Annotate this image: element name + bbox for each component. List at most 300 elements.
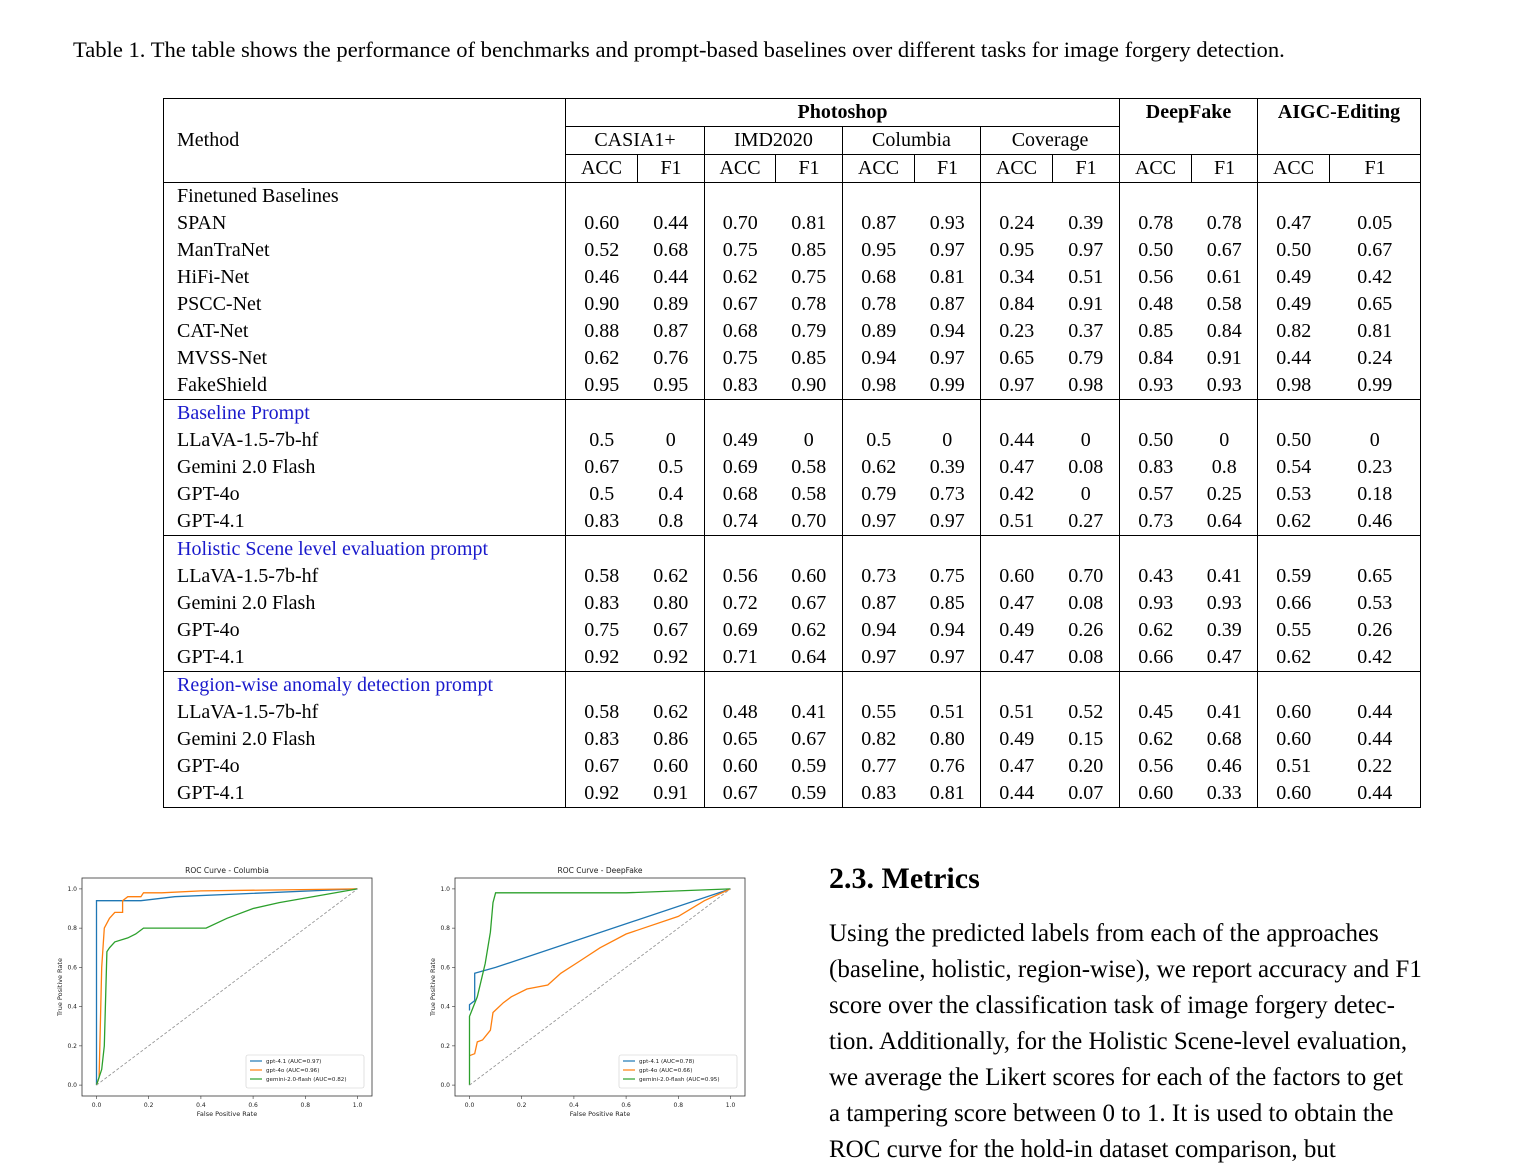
value-cell: 0.89 bbox=[861, 320, 897, 342]
value-cell: 0.87 bbox=[861, 592, 897, 614]
group-deepfake: DeepFake bbox=[1120, 99, 1258, 127]
value-cell: 0.94 bbox=[915, 617, 981, 644]
table-row bbox=[164, 372, 1421, 400]
section-title: Baseline Prompt bbox=[164, 400, 566, 428]
value-cell: 0.84 bbox=[1138, 347, 1174, 369]
value-cell: 0.92 bbox=[638, 644, 705, 672]
value-cell: 0.88 bbox=[584, 320, 620, 342]
value-cell: 0.97 bbox=[999, 374, 1035, 396]
value-cell: 0.41 bbox=[1192, 563, 1258, 590]
table-row bbox=[164, 644, 1421, 672]
value-cell: 0.62 bbox=[861, 456, 897, 478]
y-tick-label: 0.8 bbox=[67, 925, 77, 933]
value-cell: 0.99 bbox=[1357, 374, 1393, 396]
y-tick-label: 0.2 bbox=[440, 1042, 450, 1050]
x-axis-label: False Positive Rate bbox=[196, 1110, 258, 1118]
value-cell: 0.77 bbox=[861, 755, 897, 777]
table-row bbox=[164, 291, 1421, 318]
value-cell: 0.84 bbox=[1192, 318, 1258, 345]
value-cell: 0.69 bbox=[722, 456, 758, 478]
value-cell: 0.92 bbox=[584, 646, 620, 668]
value-cell: 0 bbox=[1192, 427, 1258, 454]
value-cell: 0.98 bbox=[1053, 372, 1120, 400]
paragraph-line: (baseline, holistic, region-wise), we report accuracy and F1 bbox=[829, 956, 1422, 983]
value-cell: 0.48 bbox=[722, 701, 758, 723]
value-cell: 0.44 bbox=[1357, 782, 1393, 804]
value-cell: 0.51 bbox=[999, 510, 1035, 532]
method-cell: GPT-4.1 bbox=[164, 644, 566, 672]
y-tick-label: 0.8 bbox=[440, 925, 450, 933]
value-cell: 0.94 bbox=[915, 318, 981, 345]
section-heading: 2.3. Metrics bbox=[829, 862, 980, 895]
paragraph-line: tion. Additionally, for the Holistic Scene-level evaluation, bbox=[829, 1028, 1408, 1055]
value-cell: 0.93 bbox=[1138, 374, 1174, 396]
table-row bbox=[164, 454, 1421, 481]
value-cell: 0.42 bbox=[1357, 266, 1393, 288]
value-cell: 0.44 bbox=[638, 210, 705, 237]
table-row bbox=[164, 210, 1421, 237]
value-cell: 0.5 bbox=[589, 429, 615, 451]
chart-title: ROC Curve - Columbia bbox=[185, 866, 269, 875]
value-cell: 0.53 bbox=[1276, 483, 1312, 505]
value-cell: 0.65 bbox=[1357, 293, 1393, 315]
value-cell: 0.53 bbox=[1357, 592, 1393, 614]
table-row bbox=[164, 590, 1421, 617]
value-cell: 0.87 bbox=[861, 212, 897, 234]
value-cell: 0.68 bbox=[861, 266, 897, 288]
value-cell: 0.73 bbox=[915, 481, 981, 508]
value-cell: 0.41 bbox=[776, 699, 843, 726]
roc-series-line bbox=[470, 889, 731, 1056]
value-cell: 0.60 bbox=[1276, 701, 1312, 723]
value-cell: 0.81 bbox=[776, 210, 843, 237]
y-tick-label: 0.0 bbox=[440, 1082, 450, 1090]
metric-header: F1 bbox=[1330, 155, 1421, 183]
value-cell: 0.42 bbox=[999, 483, 1035, 505]
value-cell: 0.62 bbox=[1138, 619, 1174, 641]
value-cell: 0.62 bbox=[1276, 510, 1312, 532]
value-cell: 0.66 bbox=[1276, 592, 1312, 614]
value-cell: 0.83 bbox=[1138, 456, 1174, 478]
table-row bbox=[164, 318, 1421, 345]
value-cell: 0.95 bbox=[861, 239, 897, 261]
value-cell: 0.64 bbox=[1192, 508, 1258, 536]
value-cell: 0.76 bbox=[915, 753, 981, 780]
value-cell: 0.79 bbox=[861, 483, 897, 505]
value-cell: 0.07 bbox=[1053, 780, 1120, 808]
table-row bbox=[164, 617, 1421, 644]
value-cell: 0.52 bbox=[1053, 699, 1120, 726]
dataset-casia: CASIA1+ bbox=[566, 127, 705, 155]
value-cell: 0.60 bbox=[722, 755, 758, 777]
value-cell: 0.93 bbox=[915, 210, 981, 237]
value-cell: 0.50 bbox=[1138, 239, 1174, 261]
x-tick-label: 0.6 bbox=[248, 1102, 258, 1109]
value-cell: 0.68 bbox=[638, 237, 705, 264]
value-cell: 0.44 bbox=[999, 429, 1035, 451]
x-tick-label: 0.0 bbox=[464, 1102, 475, 1109]
table-caption: Table 1. The table shows the performance of benchmarks and prompt-based baselines over different tasks for image forgery detection. bbox=[73, 37, 1285, 62]
value-cell: 0.91 bbox=[1192, 345, 1258, 372]
value-cell: 0.58 bbox=[1192, 291, 1258, 318]
value-cell: 0.90 bbox=[776, 372, 843, 400]
y-axis-label: True Positive Rate bbox=[429, 958, 437, 1016]
value-cell: 0.74 bbox=[722, 510, 758, 532]
value-cell: 0.73 bbox=[1138, 510, 1174, 532]
value-cell: 0.80 bbox=[915, 726, 981, 753]
value-cell: 0.62 bbox=[1138, 728, 1174, 750]
value-cell: 0.20 bbox=[1053, 753, 1120, 780]
table-row bbox=[164, 508, 1421, 536]
value-cell: 0.73 bbox=[861, 565, 897, 587]
value-cell: 0.70 bbox=[776, 508, 843, 536]
value-cell: 0.67 bbox=[584, 755, 620, 777]
legend-label: gpt-4.1 (AUC=0.97) bbox=[266, 1059, 322, 1065]
value-cell: 0 bbox=[638, 427, 705, 454]
x-tick-label: 0.2 bbox=[143, 1102, 154, 1109]
metric-header: F1 bbox=[1053, 155, 1120, 183]
value-cell: 0.50 bbox=[1276, 429, 1312, 451]
value-cell: 0.62 bbox=[1276, 646, 1312, 668]
value-cell: 0.90 bbox=[584, 293, 620, 315]
value-cell: 0.08 bbox=[1053, 454, 1120, 481]
value-cell: 0.34 bbox=[999, 266, 1035, 288]
value-cell: 0.75 bbox=[722, 239, 758, 261]
legend-label: gpt-4o (AUC=0.96) bbox=[266, 1068, 320, 1074]
value-cell: 0.66 bbox=[1138, 646, 1174, 668]
method-cell: GPT-4o bbox=[164, 481, 566, 508]
paragraph-line: a tampering score between 0 to 1. It is used to obtain the bbox=[829, 1100, 1394, 1127]
value-cell: 0.49 bbox=[999, 728, 1035, 750]
value-cell: 0.67 bbox=[1357, 239, 1393, 261]
metric-header: ACC bbox=[1258, 155, 1330, 183]
metric-header: F1 bbox=[1192, 155, 1258, 183]
value-cell: 0.60 bbox=[1276, 782, 1312, 804]
section-title: Holistic Scene level evaluation prompt bbox=[164, 536, 566, 564]
value-cell: 0.55 bbox=[861, 701, 897, 723]
legend-label: gpt-4o (AUC=0.66) bbox=[639, 1068, 693, 1074]
value-cell: 0.75 bbox=[915, 563, 981, 590]
table-row bbox=[164, 345, 1421, 372]
y-tick-label: 1.0 bbox=[67, 885, 77, 893]
method-cell: GPT-4o bbox=[164, 753, 566, 780]
value-cell: 0.93 bbox=[1138, 592, 1174, 614]
x-tick-label: 0.4 bbox=[196, 1102, 206, 1109]
metric-header: F1 bbox=[776, 155, 843, 183]
value-cell: 0.78 bbox=[1192, 210, 1258, 237]
y-axis-label: True Positive Rate bbox=[56, 958, 64, 1016]
value-cell: 0.49 bbox=[1276, 266, 1312, 288]
y-tick-label: 0.0 bbox=[67, 1082, 77, 1090]
method-cell: ManTraNet bbox=[164, 237, 566, 264]
x-tick-label: 1.0 bbox=[725, 1102, 736, 1109]
x-axis-label: False Positive Rate bbox=[569, 1110, 631, 1118]
method-header: Method bbox=[164, 99, 566, 183]
method-cell: Gemini 2.0 Flash bbox=[164, 454, 566, 481]
value-cell: 0.61 bbox=[1192, 264, 1258, 291]
value-cell: 0.78 bbox=[776, 291, 843, 318]
table-row bbox=[164, 753, 1421, 780]
y-tick-label: 0.6 bbox=[67, 964, 77, 972]
value-cell: 0.8 bbox=[638, 508, 705, 536]
value-cell: 0.44 bbox=[638, 264, 705, 291]
value-cell: 0.44 bbox=[1357, 701, 1393, 723]
section-paragraph bbox=[829, 916, 1521, 1168]
value-cell: 0.55 bbox=[1276, 619, 1312, 641]
value-cell: 0.15 bbox=[1053, 726, 1120, 753]
value-cell: 0.71 bbox=[722, 646, 758, 668]
value-cell: 0.81 bbox=[915, 264, 981, 291]
value-cell: 0.44 bbox=[999, 782, 1035, 804]
method-cell: GPT-4.1 bbox=[164, 780, 566, 808]
value-cell: 0.91 bbox=[638, 780, 705, 808]
value-cell: 0.85 bbox=[915, 590, 981, 617]
legend-label: gemini-2.0-flash (AUC=0.95) bbox=[639, 1077, 720, 1083]
value-cell: 0.75 bbox=[584, 619, 620, 641]
value-cell: 0.67 bbox=[722, 293, 758, 315]
value-cell: 0.85 bbox=[776, 237, 843, 264]
value-cell: 0.54 bbox=[1276, 456, 1312, 478]
value-cell: 0.67 bbox=[776, 590, 843, 617]
value-cell: 0.60 bbox=[1138, 782, 1174, 804]
section-row bbox=[164, 672, 1421, 700]
method-cell: GPT-4o bbox=[164, 617, 566, 644]
value-cell: 0.70 bbox=[722, 212, 758, 234]
value-cell: 0.43 bbox=[1138, 565, 1174, 587]
value-cell: 0.5 bbox=[589, 483, 615, 505]
value-cell: 0.67 bbox=[638, 617, 705, 644]
value-cell: 0.58 bbox=[776, 481, 843, 508]
value-cell: 0.33 bbox=[1192, 780, 1258, 808]
value-cell: 0.27 bbox=[1053, 508, 1120, 536]
value-cell: 0.81 bbox=[1357, 320, 1393, 342]
value-cell: 0.39 bbox=[1053, 210, 1120, 237]
results-table bbox=[163, 98, 1421, 808]
value-cell: 0.86 bbox=[638, 726, 705, 753]
paragraph-line: we average the Likert scores for each of the factors to get bbox=[829, 1064, 1404, 1091]
value-cell: 0.97 bbox=[915, 508, 981, 536]
value-cell: 0.23 bbox=[1357, 456, 1393, 478]
value-cell: 0.49 bbox=[1276, 293, 1312, 315]
value-cell: 0.60 bbox=[1276, 728, 1312, 750]
value-cell: 0.56 bbox=[722, 565, 758, 587]
value-cell: 0.97 bbox=[915, 345, 981, 372]
value-cell: 0.39 bbox=[1192, 617, 1258, 644]
value-cell: 0.82 bbox=[1276, 320, 1312, 342]
metric-header: ACC bbox=[843, 155, 915, 183]
value-cell: 0.85 bbox=[776, 345, 843, 372]
method-cell: LLaVA-1.5-7b-hf bbox=[164, 427, 566, 454]
value-cell: 0.08 bbox=[1053, 590, 1120, 617]
value-cell: 0.49 bbox=[722, 429, 758, 451]
section-row bbox=[164, 536, 1421, 564]
method-cell: GPT-4.1 bbox=[164, 508, 566, 536]
value-cell: 0.26 bbox=[1053, 617, 1120, 644]
value-cell: 0.79 bbox=[1053, 345, 1120, 372]
value-cell: 0.47 bbox=[999, 592, 1035, 614]
y-tick-label: 0.6 bbox=[440, 964, 450, 972]
value-cell: 0.08 bbox=[1053, 644, 1120, 672]
table-row bbox=[164, 264, 1421, 291]
metric-header: F1 bbox=[638, 155, 705, 183]
roc-chart-deepfake bbox=[428, 862, 753, 1122]
value-cell: 0 bbox=[1369, 429, 1380, 451]
value-cell: 0.51 bbox=[999, 701, 1035, 723]
group-photoshop: Photoshop bbox=[566, 99, 1120, 127]
value-cell: 0.51 bbox=[1276, 755, 1312, 777]
roc-series-line bbox=[470, 889, 731, 1011]
value-cell: 0.48 bbox=[1138, 293, 1174, 315]
value-cell: 0.67 bbox=[1192, 237, 1258, 264]
value-cell: 0.76 bbox=[638, 345, 705, 372]
dataset-columbia: Columbia bbox=[843, 127, 981, 155]
value-cell: 0.42 bbox=[1357, 646, 1393, 668]
value-cell: 0.59 bbox=[776, 753, 843, 780]
method-cell: Gemini 2.0 Flash bbox=[164, 726, 566, 753]
metric-header: F1 bbox=[915, 155, 981, 183]
value-cell: 0.70 bbox=[1053, 563, 1120, 590]
method-cell: Gemini 2.0 Flash bbox=[164, 590, 566, 617]
value-cell: 0.39 bbox=[915, 454, 981, 481]
value-cell: 0.44 bbox=[1276, 347, 1312, 369]
value-cell: 0.62 bbox=[638, 563, 705, 590]
value-cell: 0.78 bbox=[861, 293, 897, 315]
method-cell: CAT-Net bbox=[164, 318, 566, 345]
x-tick-label: 0.6 bbox=[621, 1102, 631, 1109]
value-cell: 0.59 bbox=[776, 780, 843, 808]
y-tick-label: 0.4 bbox=[440, 1003, 450, 1011]
value-cell: 0.95 bbox=[584, 374, 620, 396]
value-cell: 0.62 bbox=[776, 617, 843, 644]
section-row bbox=[164, 183, 1421, 211]
value-cell: 0.93 bbox=[1192, 372, 1258, 400]
table-row bbox=[164, 427, 1421, 454]
value-cell: 0.18 bbox=[1357, 483, 1393, 505]
value-cell: 0.45 bbox=[1138, 701, 1174, 723]
value-cell: 0.24 bbox=[999, 212, 1035, 234]
value-cell: 0.4 bbox=[638, 481, 705, 508]
value-cell: 0.98 bbox=[1276, 374, 1312, 396]
value-cell: 0.58 bbox=[584, 701, 620, 723]
value-cell: 0.56 bbox=[1138, 755, 1174, 777]
value-cell: 0.50 bbox=[1276, 239, 1312, 261]
value-cell: 0.68 bbox=[722, 483, 758, 505]
value-cell: 0 bbox=[1053, 427, 1120, 454]
value-cell: 0.46 bbox=[584, 266, 620, 288]
value-cell: 0.47 bbox=[999, 755, 1035, 777]
method-cell: HiFi-Net bbox=[164, 264, 566, 291]
value-cell: 0.67 bbox=[776, 726, 843, 753]
x-tick-label: 0.8 bbox=[300, 1102, 311, 1109]
value-cell: 0.51 bbox=[1053, 264, 1120, 291]
value-cell: 0.85 bbox=[1138, 320, 1174, 342]
group-aigc-editing: AIGC-Editing bbox=[1277, 101, 1401, 124]
value-cell: 0.47 bbox=[999, 646, 1035, 668]
value-cell: 0.65 bbox=[722, 728, 758, 750]
dataset-imd2020: IMD2020 bbox=[705, 127, 843, 155]
value-cell: 0.44 bbox=[1357, 728, 1393, 750]
method-cell: LLaVA-1.5-7b-hf bbox=[164, 563, 566, 590]
value-cell: 0.60 bbox=[584, 212, 620, 234]
value-cell: 0.89 bbox=[638, 291, 705, 318]
table-row bbox=[164, 726, 1421, 753]
value-cell: 0.94 bbox=[861, 619, 897, 641]
y-tick-label: 0.2 bbox=[67, 1042, 77, 1050]
x-tick-label: 1.0 bbox=[352, 1102, 363, 1109]
paragraph-line: ROC curve for the hold-in dataset comparison, but bbox=[829, 1136, 1336, 1163]
value-cell: 0 bbox=[776, 427, 843, 454]
value-cell: 0.81 bbox=[915, 780, 981, 808]
value-cell: 0.62 bbox=[722, 266, 758, 288]
value-cell: 0.68 bbox=[722, 320, 758, 342]
value-cell: 0.83 bbox=[722, 374, 758, 396]
metric-header: ACC bbox=[566, 155, 638, 183]
x-tick-label: 0.0 bbox=[91, 1102, 102, 1109]
value-cell: 0.5 bbox=[866, 429, 892, 451]
value-cell: 0.97 bbox=[915, 644, 981, 672]
legend-label: gemini-2.0-flash (AUC=0.82) bbox=[266, 1077, 347, 1083]
value-cell: 0.79 bbox=[776, 318, 843, 345]
value-cell: 0.23 bbox=[999, 320, 1035, 342]
value-cell: 0.97 bbox=[861, 646, 897, 668]
value-cell: 0.83 bbox=[861, 782, 897, 804]
value-cell: 0.60 bbox=[999, 565, 1035, 587]
chart-title: ROC Curve - DeepFake bbox=[557, 866, 643, 875]
value-cell: 0.95 bbox=[638, 372, 705, 400]
value-cell: 0.75 bbox=[776, 264, 843, 291]
value-cell: 0.57 bbox=[1138, 483, 1174, 505]
value-cell: 0.65 bbox=[999, 347, 1035, 369]
value-cell: 0.83 bbox=[584, 510, 620, 532]
value-cell: 0.87 bbox=[638, 318, 705, 345]
value-cell: 0.41 bbox=[1192, 699, 1258, 726]
method-cell: FakeShield bbox=[164, 372, 566, 400]
x-tick-label: 0.8 bbox=[673, 1102, 684, 1109]
value-cell: 0.93 bbox=[1192, 590, 1258, 617]
value-cell: 0.59 bbox=[1276, 565, 1312, 587]
method-cell: MVSS-Net bbox=[164, 345, 566, 372]
value-cell: 0.56 bbox=[1138, 266, 1174, 288]
x-tick-label: 0.2 bbox=[516, 1102, 527, 1109]
table-row bbox=[164, 699, 1421, 726]
section-title: Finetuned Baselines bbox=[164, 183, 566, 211]
method-cell: LLaVA-1.5-7b-hf bbox=[164, 699, 566, 726]
value-cell: 0.51 bbox=[915, 699, 981, 726]
roc-chart-columbia bbox=[55, 862, 380, 1122]
metric-header: ACC bbox=[705, 155, 776, 183]
value-cell: 0.69 bbox=[722, 619, 758, 641]
value-cell: 0.87 bbox=[915, 291, 981, 318]
table-row bbox=[164, 237, 1421, 264]
table-row bbox=[164, 780, 1421, 808]
paragraph-line: score over the classification task of image forgery detec- bbox=[829, 992, 1395, 1019]
value-cell: 0.72 bbox=[722, 592, 758, 614]
value-cell: 0.92 bbox=[584, 782, 620, 804]
value-cell: 0.78 bbox=[1138, 212, 1174, 234]
value-cell: 0.80 bbox=[638, 590, 705, 617]
value-cell: 0.8 bbox=[1192, 454, 1258, 481]
method-cell: PSCC-Net bbox=[164, 291, 566, 318]
value-cell: 0.37 bbox=[1053, 318, 1120, 345]
y-tick-label: 1.0 bbox=[440, 885, 450, 893]
value-cell: 0.82 bbox=[861, 728, 897, 750]
table-row bbox=[164, 481, 1421, 508]
value-cell: 0.75 bbox=[722, 347, 758, 369]
value-cell: 0.97 bbox=[1053, 237, 1120, 264]
value-cell: 0.47 bbox=[1276, 212, 1312, 234]
paragraph-line: Using the predicted labels from each of the approaches bbox=[829, 920, 1379, 947]
value-cell: 0.58 bbox=[776, 454, 843, 481]
